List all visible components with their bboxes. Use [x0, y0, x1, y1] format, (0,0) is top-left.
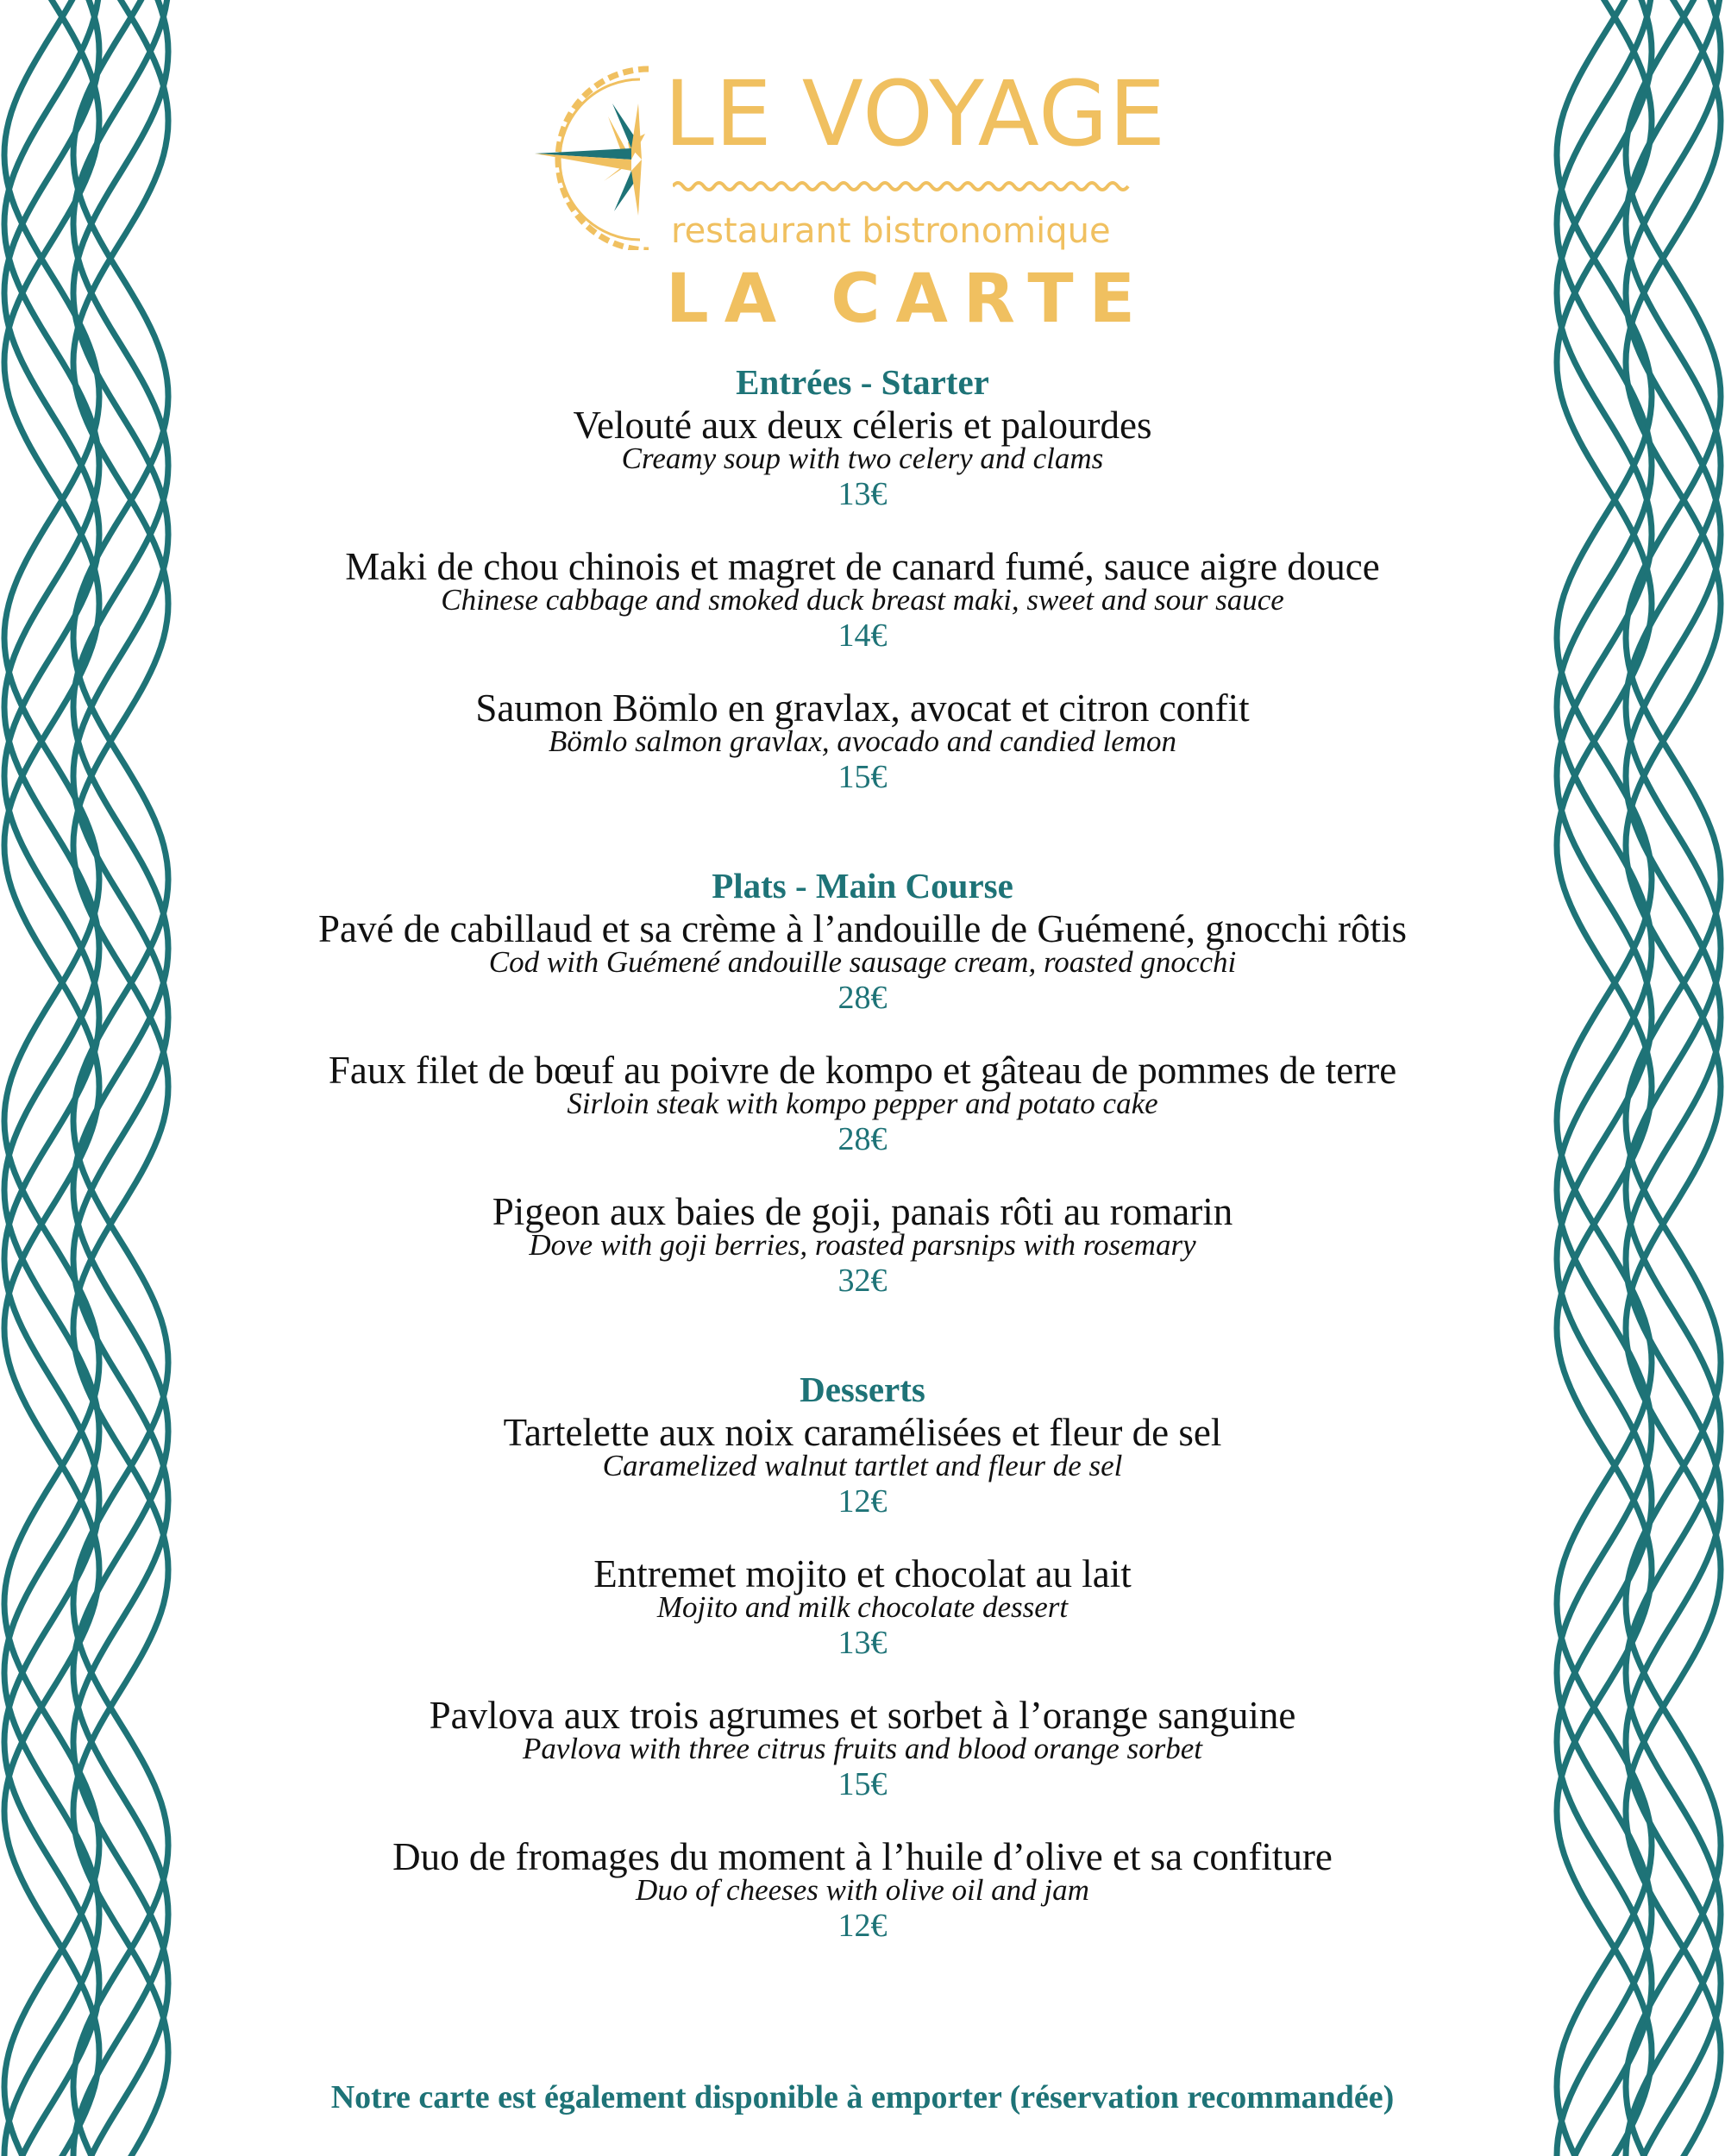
dish-price: 15€ [837, 759, 888, 795]
dish-translation: Bömlo salmon gravlax, avocado and candied lemon [548, 724, 1177, 758]
dish-price: 28€ [837, 980, 888, 1016]
menu-item [224, 907, 1501, 1018]
menu-item [224, 686, 1501, 797]
wave-line [1557, 0, 1652, 2156]
takeaway-note: Notre carte est également disponible à emporter (réservation recommandée) [330, 2079, 1395, 2115]
dish-name: Saumon Bömlo en gravlax, avocat et citron confit [475, 686, 1250, 730]
dish-translation: Duo of cheeses with olive oil and jam [636, 1873, 1089, 1907]
dish-name: Tartelette aux noix caramélisées et fleur de sel [503, 1411, 1222, 1454]
dish-translation: Cod with Guémené andouille sausage cream, roasted gnocchi [488, 945, 1237, 979]
section-title: Entrées - Starter [736, 362, 989, 402]
dish-translation: Caramelized walnut tartlet and fleur de sel [602, 1449, 1123, 1482]
menu-item [224, 1694, 1501, 1804]
dish-price: 14€ [837, 617, 888, 654]
dish-name: Velouté aux deux céleris et palourdes [573, 404, 1152, 447]
logo [535, 34, 1208, 338]
brand-name: LE VOYAGE [664, 61, 1167, 166]
dish-translation: Dove with goji berries, roasted parsnips with rosemary [529, 1228, 1196, 1262]
compass-rose-icon [535, 34, 656, 250]
dish-translation: Pavlova with three citrus fruits and blood orange sorbet [522, 1732, 1203, 1765]
dish-name: Pavlova aux trois agrumes et sorbet à l’orange sanguine [429, 1694, 1296, 1737]
dish-price: 28€ [837, 1121, 888, 1157]
dish-price: 32€ [837, 1263, 888, 1299]
dish-name: Duo de fromages du moment à l’huile d’olive et sa confiture [392, 1835, 1333, 1878]
menu-item [224, 1411, 1501, 1521]
wave-line [4, 0, 99, 2156]
dish-price: 12€ [837, 1483, 888, 1520]
dish-translation: Sirloin steak with kompo pepper and potato cake [567, 1087, 1158, 1120]
dish-price: 13€ [837, 1625, 888, 1661]
menu-item [224, 1049, 1501, 1159]
dish-price: 15€ [837, 1766, 888, 1802]
dish-name: Pavé de cabillaud et sa crème à l’andouille de Guémené, gnocchi rôtis [318, 907, 1407, 950]
menu-title: LA CARTE [666, 260, 1151, 338]
rope-divider [673, 179, 1130, 193]
menu [224, 360, 1501, 2013]
dish-name: Faux filet de bœuf au poivre de kompo et gâteau de pommes de terre [328, 1049, 1397, 1092]
section-mains [224, 864, 1501, 1300]
dish-name: Pigeon aux baies de goji, panais rôti au romarin [492, 1190, 1233, 1233]
dish-price: 12€ [837, 1908, 888, 1944]
brand-tagline: restaurant bistronomique [671, 211, 1111, 251]
menu-item [224, 1835, 1501, 1946]
dish-translation: Creamy soup with two celery and clams [621, 442, 1104, 475]
menu-item [224, 404, 1501, 514]
wave-border-right [1501, 0, 1725, 2156]
dish-translation: Chinese cabbage and smoked duck breast maki, sweet and sour sauce [441, 583, 1284, 617]
dish-price: 13€ [837, 476, 888, 512]
section-title: Desserts [800, 1369, 925, 1409]
menu-item [224, 1552, 1501, 1663]
dish-name: Entremet mojito et chocolat au lait [593, 1552, 1132, 1595]
dish-name: Maki de chou chinois et magret de canard fumé, sauce aigre douce [345, 545, 1380, 588]
section-title: Plats - Main Course [712, 866, 1013, 906]
menu-item [224, 545, 1501, 655]
section-desserts [224, 1368, 1501, 1946]
dish-translation: Mojito and milk chocolate dessert [656, 1590, 1069, 1624]
wave-border-left [0, 0, 224, 2156]
section-starters [224, 360, 1501, 797]
menu-item [224, 1190, 1501, 1300]
